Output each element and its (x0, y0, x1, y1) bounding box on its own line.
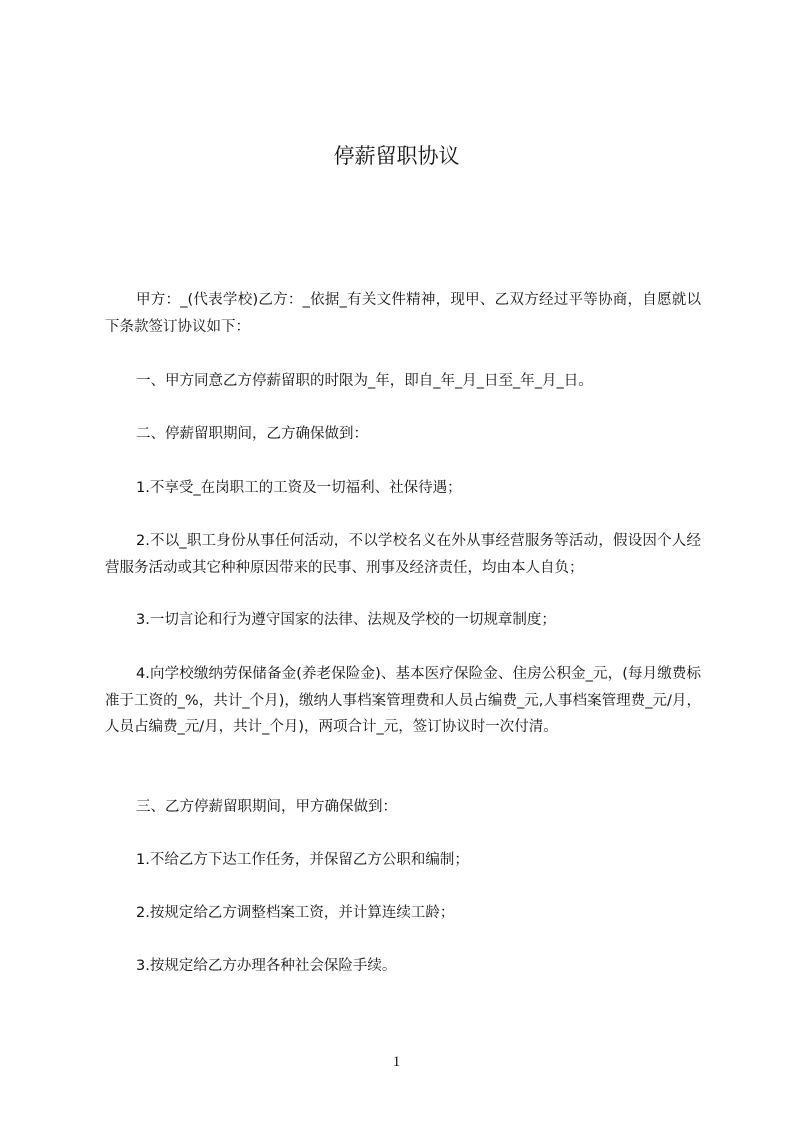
clause-2-item-2: 2.不以_职工身份从事任何活动，不以学校名义在外从事经营服务等活动，假设因个人经营服务活动或其它种种原因带来的民事、刑事及经济责任，均由本人自负； (105, 533, 701, 576)
clause-1: 一、甲方同意乙方停薪留职的时限为_年，即自_年_月_日至_年_月_日。 (136, 373, 593, 389)
page-number: 1 (392, 1054, 401, 1070)
clause-2-item-4: 4.向学校缴纳劳保储备金(养老保险金)、基本医疗保险金、住房公积金_元，(每月缴费标准于工资的_%，共计_个月)，缴纳人事档案管理费和人员占编费_元,人事档案管理费_元/月，人员占编费_元/月，共计_个月)，两项合计_元，签订协议时一次付清。 (105, 666, 701, 735)
clause-2-heading: 二、停薪留职期间，乙方确保做到： (136, 426, 368, 442)
clause-3-item-3: 3.按规定给乙方办理各种社会保险手续。 (136, 958, 397, 974)
clause-2-item-3: 3.一切言论和行为遵守国家的法律、法规及学校的一切规章制度； (136, 612, 556, 628)
clause-3-item-1: 1.不给乙方下达工作任务，并保留乙方公职和编制； (136, 852, 469, 868)
clause-2-item-1: 1.不享受_在岗职工的工资及一切福利、社保待遇； (136, 480, 462, 496)
clause-3-item-2: 2.按规定给乙方调整档案工资，并计算连续工龄； (136, 905, 455, 921)
preamble-paragraph: 甲方：_(代表学校)乙方：_依据_有关文件精神，现甲、乙双方经过平等协商，自愿就以下条款签订协议如下： (105, 292, 701, 335)
clause-3-heading: 三、乙方停薪留职期间，甲方确保做到： (136, 799, 397, 815)
document-title: 停薪留职协议 (333, 144, 460, 168)
